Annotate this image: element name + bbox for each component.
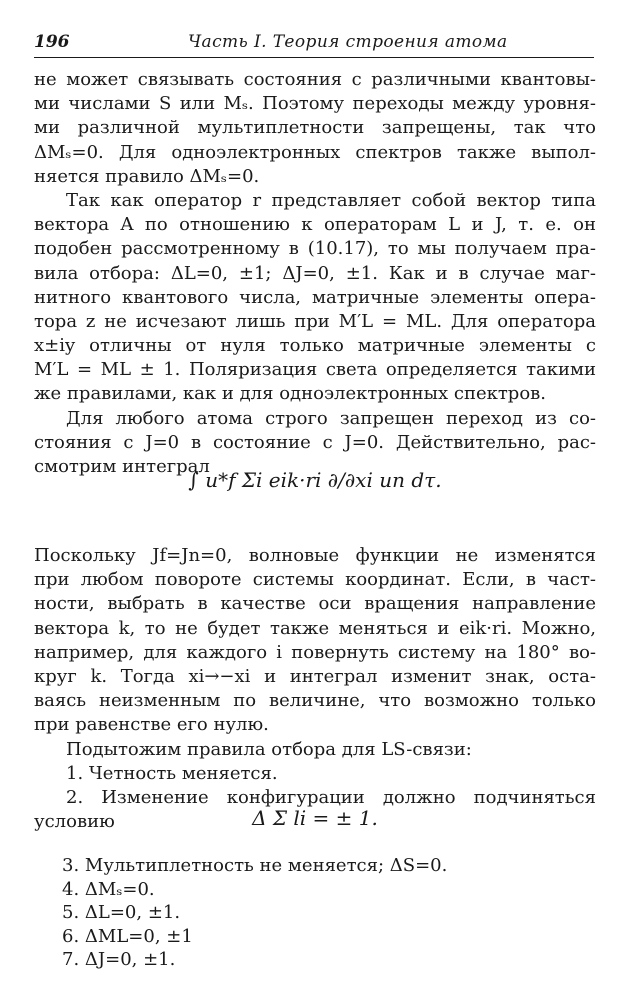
text-line: M′L = ML ± 1. Поляризация света определяется такими xyxy=(34,359,596,381)
list-item: 1. Четность меняется. xyxy=(66,762,278,784)
text-line: вила отбора: ΔL=0, ±1; ΔJ=0, ±1. Как и в случае маг- xyxy=(34,262,596,284)
text-line: при равенстве его нулю. xyxy=(34,714,269,736)
text-line: Так как оператор r представляет собой вектор типа xyxy=(66,189,596,211)
page-body xyxy=(34,68,596,971)
list-item: 6. ΔML=0, ±1 xyxy=(62,925,193,947)
text-line: Поскольку Jf=Jn=0, волновые функции не изменятся xyxy=(34,545,596,566)
rules-list xyxy=(34,854,596,972)
text-line: няется правило ΔMₛ=0. xyxy=(34,165,260,187)
page-header xyxy=(34,28,594,62)
text-line: не может связывать состояния с различными квантовы- xyxy=(34,69,596,90)
list-item: 7. ΔJ=0, ±1. xyxy=(62,949,176,971)
list-item: 4. ΔMₛ=0. xyxy=(62,878,155,900)
integral-formula: ∫ u*f Σi eik·ri ∂/∂xi un dτ. xyxy=(188,468,442,492)
text-line: подобен рассмотренному в (10.17), то мы получаем пра- xyxy=(34,238,596,260)
text-line: ности, выбрать в качестве оси вращения направление xyxy=(34,593,596,615)
text-line: x±iy отличны от нуля только матричные элементы с xyxy=(34,335,596,357)
text-line: же правилами, как и для одноэлектронных спектров. xyxy=(34,383,547,405)
text-line: ΔMₛ=0. Для одноэлектронных спектров также выпол- xyxy=(34,141,596,163)
text-line: тора z не исчезают лишь при M′L = ML. Для оператора xyxy=(34,310,596,332)
text-line: вектора k, то не будет также меняться и eik·ri. Можно, xyxy=(34,617,596,639)
text-line: стояния с J=0 в состояние с J=0. Действительно, рас- xyxy=(34,431,596,453)
sum-formula: Δ Σ li = ± 1. xyxy=(252,806,378,830)
list-item: 5. ΔL=0, ±1. xyxy=(62,902,181,924)
list-item: 2. Изменение конфигурации должно подчиняться xyxy=(66,786,596,808)
text-line: ми различной мультиплетности запрещены, так что xyxy=(34,117,596,139)
text-line: круг k. Тогда xi→−xi и интеграл изменит знак, оста- xyxy=(34,665,596,687)
text-line: Для любого атома строго запрещен переход из со- xyxy=(66,407,596,429)
text-line: например, для каждого i повернуть систему на 180° во- xyxy=(34,641,596,663)
text-line: Подытожим правила отбора для LS-связи: xyxy=(66,738,472,760)
text-line: нитного квантового числа, матричные элементы опера- xyxy=(34,286,596,308)
running-title: Часть I. Теория строения атома xyxy=(188,32,508,52)
text-line: вектора A по отношению к операторам L и J, т. е. он xyxy=(34,214,596,236)
page-number: 196 xyxy=(34,32,70,52)
header-rule xyxy=(34,57,594,58)
text-line: условию xyxy=(34,811,115,833)
text-line: смотрим интеграл xyxy=(34,456,210,477)
list-item: 3. Мультиплетность не меняется; ΔS=0. xyxy=(62,855,448,876)
text-line: ми числами S или Mₛ. Поэтому переходы между уровня- xyxy=(34,93,596,115)
text-line: при любом повороте системы координат. Если, в част- xyxy=(34,569,596,591)
text-line: ваясь неизменным по величине, что возможно только xyxy=(34,690,596,712)
